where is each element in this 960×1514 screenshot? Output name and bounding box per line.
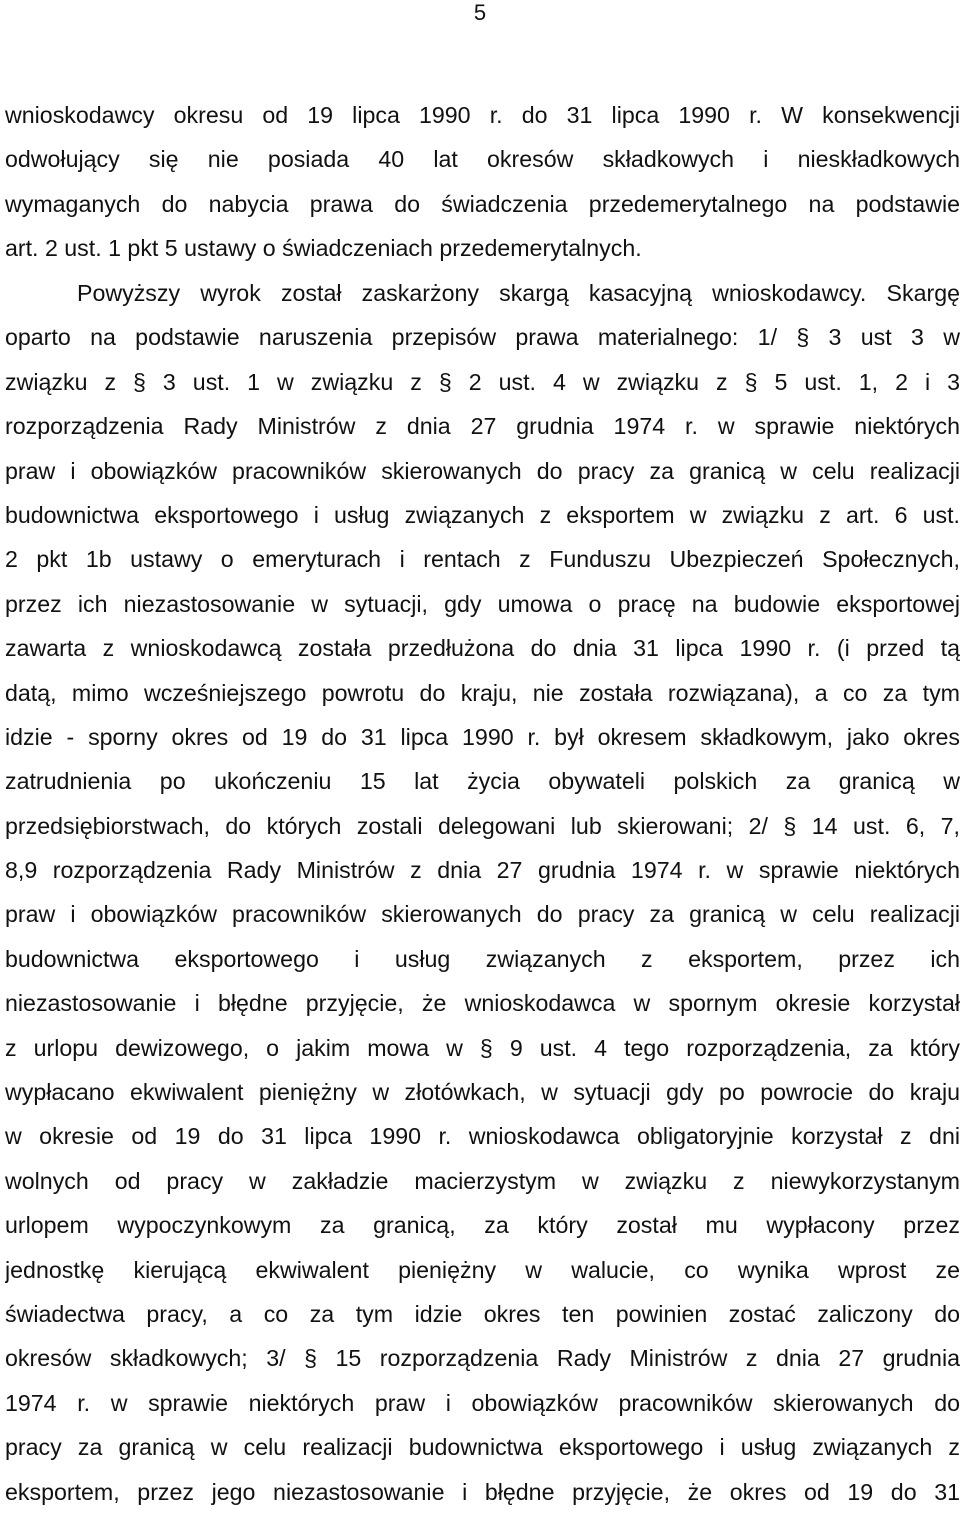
text-line: okresów składkowych; 3/ § 15 rozporządzenia Rady Ministrów z dnia 27 grudnia bbox=[5, 1345, 960, 1372]
text-line: praw i obowiązków pracowników skierowanych do pracy za granicą w celu realizacji bbox=[5, 457, 960, 484]
text-line: idzie - sporny okres od 19 do 31 lipca 1990 r. był okresem składkowym, jako okres bbox=[5, 723, 960, 750]
text-line: Powyższy wyrok został zaskarżony skargą kasacyjną wnioskodawcy. Skargę bbox=[77, 280, 960, 306]
text-line: 8,9 rozporządzenia Rady Ministrów z dnia 27 grudnia 1974 r. w sprawie niektórych bbox=[5, 857, 960, 884]
text-line: w okresie od 19 do 31 lipca 1990 r. wnioskodawca obligatoryjnie korzystał z dni bbox=[5, 1123, 960, 1150]
text-line: datą, mimo wcześniejszego powrotu do kraju, nie została rozwiązana), a co za tym bbox=[5, 679, 960, 706]
text-line: świadectwa pracy, a co za tym idzie okres ten powinien zostać zaliczony do bbox=[5, 1300, 960, 1327]
text-line: praw i obowiązków pracowników skierowanych do pracy za granicą w celu realizacji bbox=[5, 901, 960, 928]
text-line: wypłacano ekwiwalent pieniężny w złotówkach, w sytuacji gdy po powrocie do kraju bbox=[5, 1079, 960, 1106]
text-line: zawarta z wnioskodawcą została przedłużona do dnia 31 lipca 1990 r. (i przed tą bbox=[5, 635, 960, 662]
text-line: oparto na podstawie naruszenia przepisów prawa materialnego: 1/ § 3 ust 3 w bbox=[5, 324, 960, 351]
page-number: 5 bbox=[473, 0, 487, 25]
text-line: 2 pkt 1b ustawy o emeryturach i rentach z Funduszu Ubezpieczeń Społecznych, bbox=[5, 546, 960, 573]
text-line: budownictwa eksportowego i usług związanych z eksportem, przez ich bbox=[5, 945, 960, 972]
text-line: 1974 r. w sprawie niektórych praw i obowiązków pracowników skierowanych do bbox=[5, 1389, 960, 1416]
paragraph-cassation-complaint bbox=[5, 271, 960, 1514]
text-line: budownictwa eksportowego i usług związanych z eksportem w związku z art. 6 ust. bbox=[5, 501, 960, 528]
text-line: z urlopu dewizowego, o jakim mowa w § 9 ust. 4 tego rozporządzenia, za który bbox=[5, 1034, 960, 1061]
text-line: przedsiębiorstwach, do których zostali delegowani lub skierowani; 2/ § 14 ust. 6, 7, bbox=[5, 812, 960, 839]
text-line: odwołujący się nie posiada 40 lat okresów składkowych i nieskładkowych bbox=[5, 146, 960, 173]
text-line: rozporządzenia Rady Ministrów z dnia 27 grudnia 1974 r. w sprawie niektórych bbox=[5, 413, 960, 440]
text-line: zatrudnienia po ukończeniu 15 lat życia obywateli polskich za granicą w bbox=[5, 768, 960, 795]
text-line: wnioskodawcy okresu od 19 lipca 1990 r. do 31 lipca 1990 r. W konsekwencji bbox=[5, 102, 960, 128]
paragraph-conclusion bbox=[5, 93, 960, 271]
text-line: jednostkę kierującą ekwiwalent pieniężny w walucie, co wynika wprost ze bbox=[5, 1256, 960, 1283]
text-line: urlopem wypoczynkowym za granicą, za który został mu wypłacony przez bbox=[5, 1212, 960, 1239]
text-line: wolnych od pracy w zakładzie macierzystym w związku z niewykorzystanym bbox=[5, 1167, 960, 1194]
text-line: wymaganych do nabycia prawa do świadczenia przedemerytalnego na podstawie bbox=[5, 190, 960, 217]
text-line: eksportem, przez jego niezastosowanie i błędne przyjęcie, że okres od 19 do 31 bbox=[5, 1478, 960, 1505]
text-line: związku z § 3 ust. 1 w związku z § 2 ust. 4 w związku z § 5 ust. 1, 2 i 3 bbox=[5, 368, 960, 395]
text-line: niezastosowanie i błędne przyjęcie, że wnioskodawca w spornym okresie korzystał bbox=[5, 990, 960, 1017]
text-line: przez ich niezastosowanie w sytuacji, gdy umowa o pracę na budowie eksportowej bbox=[5, 590, 960, 617]
text-line: pracy za granicą w celu realizacji budownictwa eksportowego i usług związanych z bbox=[5, 1434, 960, 1461]
text-line: art. 2 ust. 1 pkt 5 ustawy o świadczeniach przedemerytalnych. bbox=[5, 235, 642, 262]
